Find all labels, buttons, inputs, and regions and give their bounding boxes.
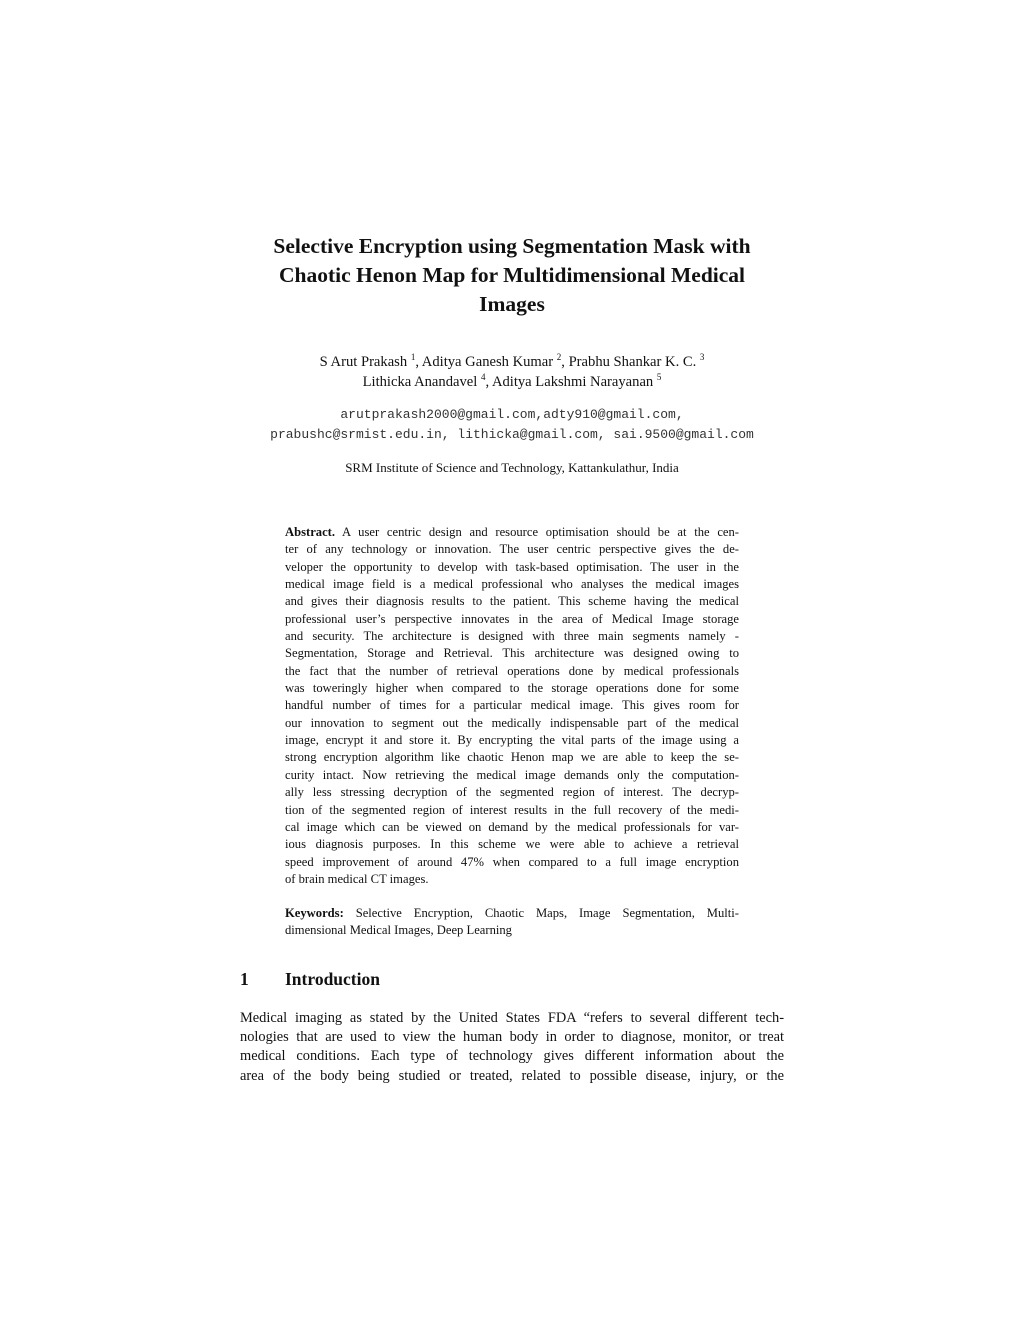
abstract-line: was toweringly higher when compared to the storage operations done for some — [285, 681, 739, 696]
keywords-label: Keywords: — [285, 906, 344, 920]
abstract-line: medical image field is a medical professional who analyses the medical images — [285, 577, 739, 592]
abstract-line: professional user’s perspective innovates in the area of Medical Image storage — [285, 611, 739, 626]
keywords — [285, 905, 739, 940]
author-affil-mark: 5 — [656, 372, 662, 382]
keywords-line: dimensional Medical Images, Deep Learning — [285, 923, 512, 938]
abstract-line: cal image which can be viewed on demand by the medical professionals for var- — [285, 819, 739, 834]
author-name: S Arut Prakash — [319, 354, 411, 370]
keywords-line — [285, 905, 739, 922]
abstract-line: of brain medical CT images. — [285, 871, 429, 886]
abstract-line: Segmentation, Storage and Retrieval. This architecture was designed owing to — [285, 646, 739, 661]
abstract-line: curity intact. Now retrieving the medical image demands only the computation- — [285, 767, 739, 782]
author-name: , Aditya Ganesh Kumar — [415, 354, 557, 370]
abstract-line: handful number of times for a particular medical image. This gives room for — [285, 698, 739, 713]
section-number: 1 — [240, 969, 249, 989]
abstract-line: speed improvement of around 47% when compared to a full image encryption — [285, 854, 739, 869]
abstract-line: image, encrypt it and store it. By encrypting the vital parts of the image using a — [285, 733, 739, 748]
abstract-line: and gives their diagnosis results to the patient. This scheme having the medical — [285, 594, 739, 609]
abstract-line: ally less stressing decryption of the segmented region of interest. The decryp- — [285, 785, 739, 800]
body-paragraph — [240, 1009, 784, 1086]
title-line-2: Chaotic Henon Map for Multidimensional Medical — [278, 263, 746, 287]
email-line-2: prabushc@srmist.edu.in, lithicka@gmail.com, sai.9500@gmail.com — [270, 427, 754, 442]
author-affil-mark: 4 — [480, 372, 486, 382]
abstract-first-text: A user centric design and resource optimisation should be at the cen- — [335, 525, 739, 539]
abstract-line: the fact that the number of retrieval operations done by medical professionals — [285, 663, 739, 678]
section-heading — [240, 967, 784, 991]
author-affil-mark: 1 — [410, 352, 416, 362]
abstract-line: ter of any technology or innovation. The user centric perspective gives the de- — [285, 542, 739, 557]
abstract-label: Abstract. — [285, 525, 336, 539]
author-affil-mark: 3 — [699, 352, 705, 362]
email-line-1: arutprakash2000@gmail.com,adty910@gmail.com, — [340, 407, 684, 422]
body-line: nologies that are used to view the human body in order to diagnose, monitor, or treat — [240, 1029, 784, 1046]
abstract-line: tion of the segmented region of interest results in the full recovery of the medi- — [285, 802, 739, 817]
paper-title — [240, 232, 784, 319]
title-line-1: Selective Encryption using Segmentation Mask with — [273, 234, 751, 258]
keywords-first-text: Selective Encryption, Chaotic Maps, Image Segmentation, Multi- — [343, 906, 739, 920]
abstract-line — [285, 524, 739, 541]
author-affil-mark: 2 — [556, 352, 562, 362]
author-emails — [200, 405, 824, 445]
author-name: , Prabhu Shankar K. C. — [561, 354, 700, 370]
abstract-line: veloper the opportunity to develop with task-based optimisation. The user in the — [285, 559, 739, 574]
author-line-1 — [200, 352, 824, 372]
abstract — [285, 524, 739, 888]
body-line: medical conditions. Each type of technology gives different information about the — [240, 1048, 784, 1065]
body-line: Medical imaging as stated by the United States FDA “refers to several different tech- — [240, 1010, 784, 1026]
affiliation: SRM Institute of Science and Technology, Kattankulathur, India — [345, 460, 679, 475]
author-name: , Aditya Lakshmi Narayanan — [485, 374, 657, 390]
author-name: Lithicka Anandavel — [362, 374, 481, 390]
abstract-line: ious diagnosis purposes. In this scheme we were able to achieve a retrieval — [285, 837, 739, 852]
abstract-line: strong encryption algorithm like chaotic Henon map we are able to keep the se- — [285, 750, 739, 765]
abstract-line: our innovation to segment out the medically indispensable part of the medical — [285, 715, 739, 730]
author-list — [200, 352, 824, 392]
author-line-2 — [200, 372, 824, 392]
abstract-line: and security. The architecture is designed with three main segments namely - — [285, 629, 739, 644]
section-title: Introduction — [285, 969, 380, 989]
title-line-3: Images — [479, 292, 545, 316]
body-line: area of the body being studied or treated, related to possible disease, injury, or the — [240, 1067, 784, 1084]
